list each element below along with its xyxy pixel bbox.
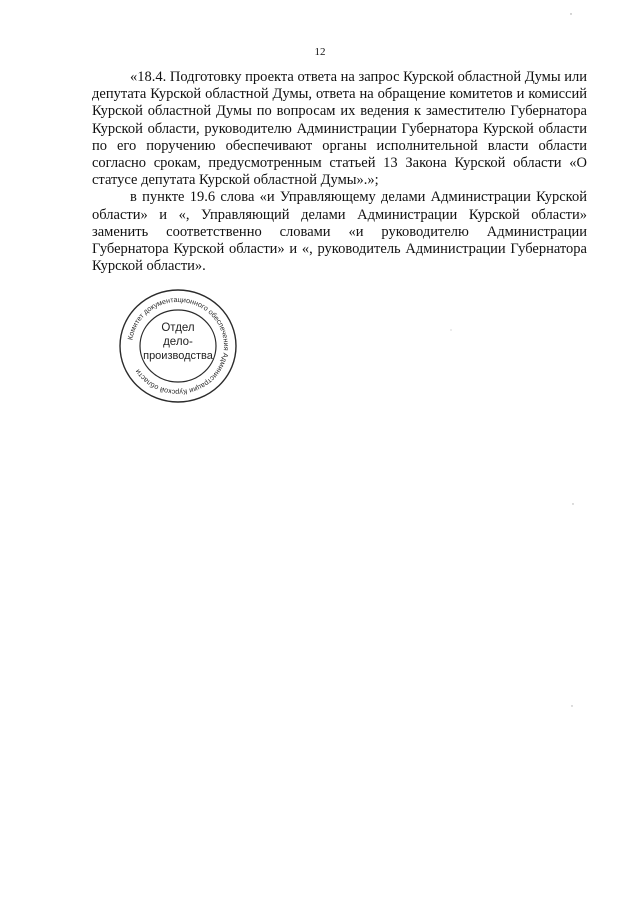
stamp-seal-graphic	[116, 286, 240, 406]
office-stamp	[116, 286, 240, 406]
document-body	[92, 69, 587, 275]
stamp-ring-text: Комитет документационного обеспечения Администрации Курской области	[125, 294, 232, 398]
stamp-center-line-1: Отдел	[161, 322, 195, 334]
paragraph-19-6: в пункте 19.6 слова «и Управляющему делами Администрации Курской области» и «, Управляющий делами Администрации Курской области» заменить соответственно словами «и руководителю Администрации Губернатора Курской области» и «, руководитель Администрации Губернатора Курской области».	[92, 189, 587, 275]
stamp-center-line-3: производства	[143, 350, 213, 362]
stamp-center-line-2: дело-	[163, 336, 193, 348]
paragraph-18-4: «18.4. Подготовку проекта ответа на запрос Курской областной Думы или депутата Курской областной Думы, ответа на обращение комитетов и комиссий Курской областной Думы по вопросам их ведения к заместителю Губернатора Курской области, руководителю Администрации Губернатора Курской области по его поручению обеспечивают органы исполнительной власти области согласно срокам, предусмотренным статьей 13 Закона Курской области «О статусе депутата Курской областной Думы».»;	[92, 69, 587, 189]
page-number: 12	[314, 46, 326, 58]
